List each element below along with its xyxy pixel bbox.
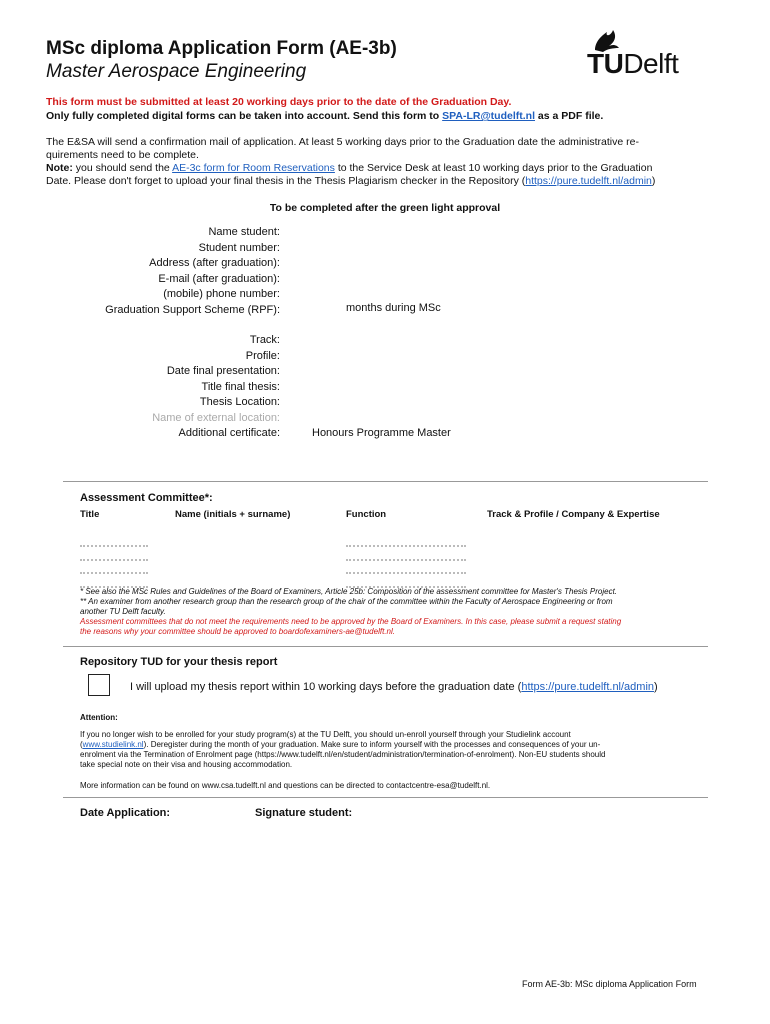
- note-suffix: to the Service Desk at least 10 working days prior to the Graduation: [334, 162, 653, 174]
- label-profile: Profile:: [245, 349, 280, 362]
- committee-row-4[interactable]: [80, 577, 480, 583]
- attention-line-4: take special note on their visa and housing accommodation.: [80, 760, 293, 769]
- note-line2-suffix: ): [651, 175, 656, 187]
- confirm-line-1: The E&SA will send a confirmation mail of application. At least 5 working days prior to the Graduation date the administrative re-: [46, 136, 639, 148]
- label-track: Track:: [249, 334, 280, 346]
- room-reservation-link[interactable]: AE-3c form for Room Reservations: [172, 162, 335, 174]
- more-info: More information can be found on www.csa.tudelft.nl and questions can be directed to contactcentre-esa@tudelft.nl.: [80, 781, 491, 790]
- label-thesis-location: Thesis Location:: [199, 396, 280, 408]
- label-student-number: Student number:: [198, 241, 280, 254]
- footer-form-name: Form AE-3b: MSc diploma Application Form: [522, 979, 697, 989]
- committee-note-4: Assessment committees that do not meet the requirements need to be approved by the Board of Examiners. In this case, please submit a request stating: [80, 617, 622, 626]
- col-title: Title: [80, 509, 100, 520]
- label-rpf: Graduation Support Scheme (RPF):: [105, 303, 280, 316]
- form-heading: To be completed after the green light approval: [269, 202, 501, 214]
- label-name-student: Name student:: [208, 226, 280, 238]
- committee-row-2[interactable]: [80, 550, 480, 556]
- committee-note-3: another TU Delft faculty.: [80, 607, 166, 616]
- attention-line-2: [80, 740, 700, 750]
- attention-label: Attention:: [80, 713, 118, 722]
- repository-title: Repository TUD for your thesis report: [80, 656, 278, 668]
- note-line-1: [46, 162, 726, 175]
- confirm-line-2: quirements need to be complete.: [46, 149, 199, 161]
- send-instructions: [46, 110, 603, 122]
- attention-text: [80, 730, 700, 770]
- attention-line2-prefix: (: [80, 740, 83, 749]
- attention-line-3: enrolment via the Termination of Enrolment page (https://www.tudelft.nl/en/student/administration/termination-of-enrolment). Non-EU students should: [80, 750, 606, 759]
- rpf-months-suffix: months during MSc: [346, 302, 441, 314]
- divider: [63, 481, 708, 482]
- page-title: MSc diploma Application Form (AE-3b): [46, 38, 397, 59]
- check-prefix: I will upload my thesis report within 10 working days before the graduation date (: [130, 681, 522, 693]
- label-address: Address (after graduation):: [149, 257, 280, 269]
- label-external-location: Name of external location:: [152, 411, 280, 424]
- upload-thesis-statement: [130, 681, 658, 693]
- thesis-labels: [152, 333, 280, 442]
- logo-delft: Delft: [623, 48, 679, 79]
- check-suffix: ): [654, 681, 658, 693]
- divider: [63, 646, 708, 647]
- studielink-link[interactable]: www.studielink.nl: [82, 740, 144, 749]
- note-prefix: you should send the: [72, 162, 173, 174]
- page-subtitle: Master Aerospace Engineering: [46, 61, 307, 82]
- tudelft-logo: [585, 28, 720, 78]
- date-application-label: Date Application:: [80, 807, 171, 819]
- label-title-thesis: Title final thesis:: [201, 380, 280, 393]
- honours-programme: Honours Programme Master: [312, 427, 451, 439]
- committee-row-1[interactable]: [80, 536, 480, 542]
- attention-line2-suffix: ). Deregister during the month of your graduation. Make sure to inform yourself with the processes and consequences of your un-: [143, 740, 601, 749]
- label-date-presentation: Date final presentation:: [166, 365, 280, 377]
- committee-title: Assessment Committee*:: [80, 492, 213, 504]
- divider: [63, 797, 708, 798]
- repository-link[interactable]: https://pure.tudelft.nl/admin: [525, 175, 652, 187]
- pure-admin-link[interactable]: https://pure.tudelft.nl/admin: [521, 681, 655, 693]
- note-label: Note:: [46, 162, 73, 174]
- send-prefix: Only fully completed digital forms can be taken into account. Send this form to: [46, 110, 443, 122]
- signature-student-label: Signature student:: [255, 807, 353, 819]
- col-track-profile: Track & Profile / Company & Expertise: [487, 509, 660, 520]
- col-function: Function: [346, 509, 387, 520]
- note-line2-prefix: Date. Please don't forget to upload your final thesis in the Thesis Plagiarism checker in the Repository (: [46, 175, 526, 187]
- col-name: Name (initials + surname): [175, 509, 291, 520]
- committee-notes: [80, 587, 700, 637]
- attention-line-1: If you no longer wish to be enrolled for your study program(s) at the TU Delft, you should un-enroll yourself through your Studielink account: [80, 730, 571, 739]
- note-line-2: [46, 175, 726, 188]
- student-labels: [105, 225, 280, 318]
- committee-row-3[interactable]: [80, 563, 480, 569]
- committee-note-1: * See also the MSc Rules and Guidelines of the Board of Examiners, Article 25b: Composition of the assessment committee for Master's Thesis Project.: [80, 587, 618, 596]
- committee-note-2: ** An examiner from another research group than the research group of the chair of the committee within the Faculty of Aerospace Engineering or from: [80, 597, 613, 606]
- send-suffix: as a PDF file.: [535, 110, 604, 122]
- upload-thesis-checkbox[interactable]: [88, 674, 110, 696]
- deadline-notice: This form must be submitted at least 20 working days prior to the date of the Graduation Day.: [46, 96, 512, 108]
- confirmation-text: [46, 136, 726, 188]
- send-email-link[interactable]: SPA-LR@tudelft.nl: [442, 110, 536, 122]
- committee-note-5: the reasons why your committee should be approved to boardofexaminers-ae@tudelft.nl.: [80, 627, 395, 636]
- label-additional-certificate: Additional certificate:: [178, 427, 280, 439]
- logo-tu: TU: [587, 48, 624, 79]
- label-phone: (mobile) phone number:: [163, 288, 280, 300]
- label-email: E-mail (after graduation):: [158, 272, 280, 285]
